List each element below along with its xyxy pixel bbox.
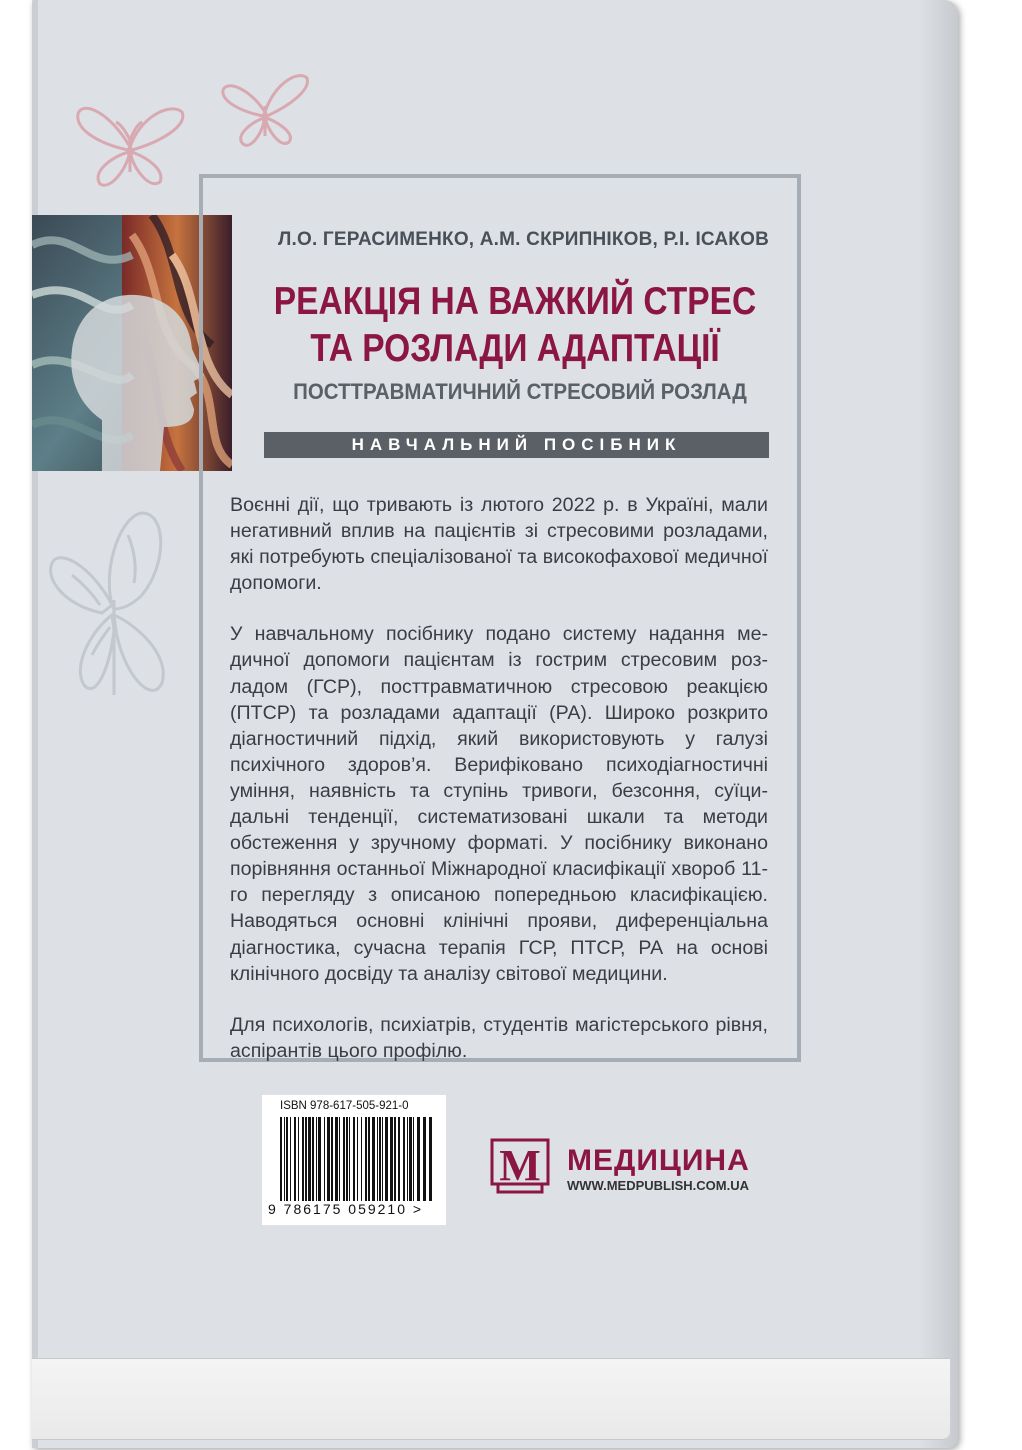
barcode-bar <box>343 1117 345 1201</box>
book-title-line-2: ТА РОЗЛАДИ АДАПТАЦІЇ <box>310 327 720 370</box>
barcode-bar <box>377 1117 378 1201</box>
annotation-text <box>230 492 768 1089</box>
barcode-bar <box>298 1117 299 1201</box>
barcode-bar <box>280 1117 282 1201</box>
barcode-bar <box>286 1117 288 1201</box>
barcode-bar <box>284 1117 285 1201</box>
barcode-bar <box>361 1117 362 1201</box>
barcode-bar <box>339 1117 340 1201</box>
barcode-bar <box>294 1117 296 1201</box>
barcode-bar <box>353 1117 355 1201</box>
barcode-bar <box>316 1117 317 1201</box>
barcode-bar <box>357 1117 358 1201</box>
publisher-name: МЕДИЦИНА <box>567 1144 750 1177</box>
book-title-line-1: РЕАКЦІЯ НА ВАЖКИЙ СТРЕС <box>273 280 757 323</box>
barcode-bar <box>417 1117 420 1201</box>
barcode-bar <box>429 1117 432 1201</box>
barcode-bar <box>308 1117 311 1201</box>
barcode-bar <box>327 1117 330 1201</box>
barcode-bar <box>365 1117 367 1201</box>
book-title <box>270 278 760 372</box>
barcode-bar <box>331 1117 333 1201</box>
barcode-bar <box>409 1117 412 1201</box>
butterfly-icon <box>215 62 315 152</box>
authors: Л.О. ГЕРАСИМЕНКО, А.М. СКРИПНІКОВ, Р.І. ІСАКОВ <box>277 229 769 250</box>
isbn-label: ISBN 978-617-505-921-0 <box>280 1100 409 1112</box>
barcode-bar <box>385 1117 388 1201</box>
barcode-bar <box>413 1117 414 1201</box>
barcode-bar <box>290 1117 291 1201</box>
barcode-bar <box>346 1117 348 1201</box>
barcode-bar <box>398 1117 400 1201</box>
ean-digits: 9 786175 059210 > <box>268 1201 424 1217</box>
barcode-bar <box>324 1117 325 1201</box>
book-subtitle: ПОСТТРАВМАТИЧНИЙ СТРЕСОВИЙ РОЗЛАД <box>293 379 747 404</box>
barcode-bar <box>407 1117 408 1201</box>
genre-band: НАВЧАЛЬНИЙ ПОСІБНИК <box>264 432 769 458</box>
barcode-bar <box>379 1117 381 1201</box>
barcode-bar <box>318 1117 321 1201</box>
barcode-bar <box>302 1117 304 1201</box>
barcode-bar <box>390 1117 393 1201</box>
annotation-paragraph: Для психологів, психіатрів, студентів магістерського рівня, аспірантів цього профілю. <box>230 1013 768 1062</box>
barcode-bar <box>372 1117 375 1201</box>
annotation-paragraph: Воєнні дії, що тривають із лютого 2022 р. в Україні, мали негативний вплив на пацієнтів зі стресовими розладами, які потребують спеціалізованої та високофахової медичної допомоги. <box>230 494 768 595</box>
barcode-bar <box>305 1117 307 1201</box>
book-page-edges <box>32 1358 950 1440</box>
butterfly-icon <box>42 505 182 730</box>
barcode-bar <box>403 1117 405 1201</box>
barcode-bar <box>382 1117 383 1201</box>
publisher-logo-icon <box>490 1134 550 1194</box>
barcode-bar <box>394 1117 396 1201</box>
barcode-bar <box>368 1117 370 1201</box>
publisher-logo-letter: М <box>499 1141 541 1190</box>
barcode-bar <box>423 1117 426 1201</box>
barcode-bar <box>349 1117 350 1201</box>
barcode-bar <box>312 1117 314 1201</box>
annotation-paragraph: У навчальному посібнику подано систему надання медичної допомоги пацієнтам із гострим стресовим розладом (ГСР), посттравматичною стресовою реакцією (ПТСР) та розладами адаптації (РА). Широко розкрито діагностичний підхід, який використовують у галузі психічного здоров’я. Верифіковано психодіагностичні уміння, наявність та ступінь тривоги, безсоння, суїцидальні тенденції, систематизовані шкали та методи обстеження у зручному форматі. У посібнику виконано порівняння останньої Міжнародної класифікації хвороб 11-го перегляду з описаною попередньою класифікацією. Наводяться основні клінічні прояви, диференціальна діагностика, сучасна терапія ГСР, ПТСР, РА на основі клінічного досвіду та аналізу світової медицини. <box>230 623 768 985</box>
butterfly-icon <box>70 92 190 192</box>
publisher-url: WWW.MEDPUBLISH.COM.UA <box>567 1178 749 1193</box>
barcode-bar <box>335 1117 338 1201</box>
